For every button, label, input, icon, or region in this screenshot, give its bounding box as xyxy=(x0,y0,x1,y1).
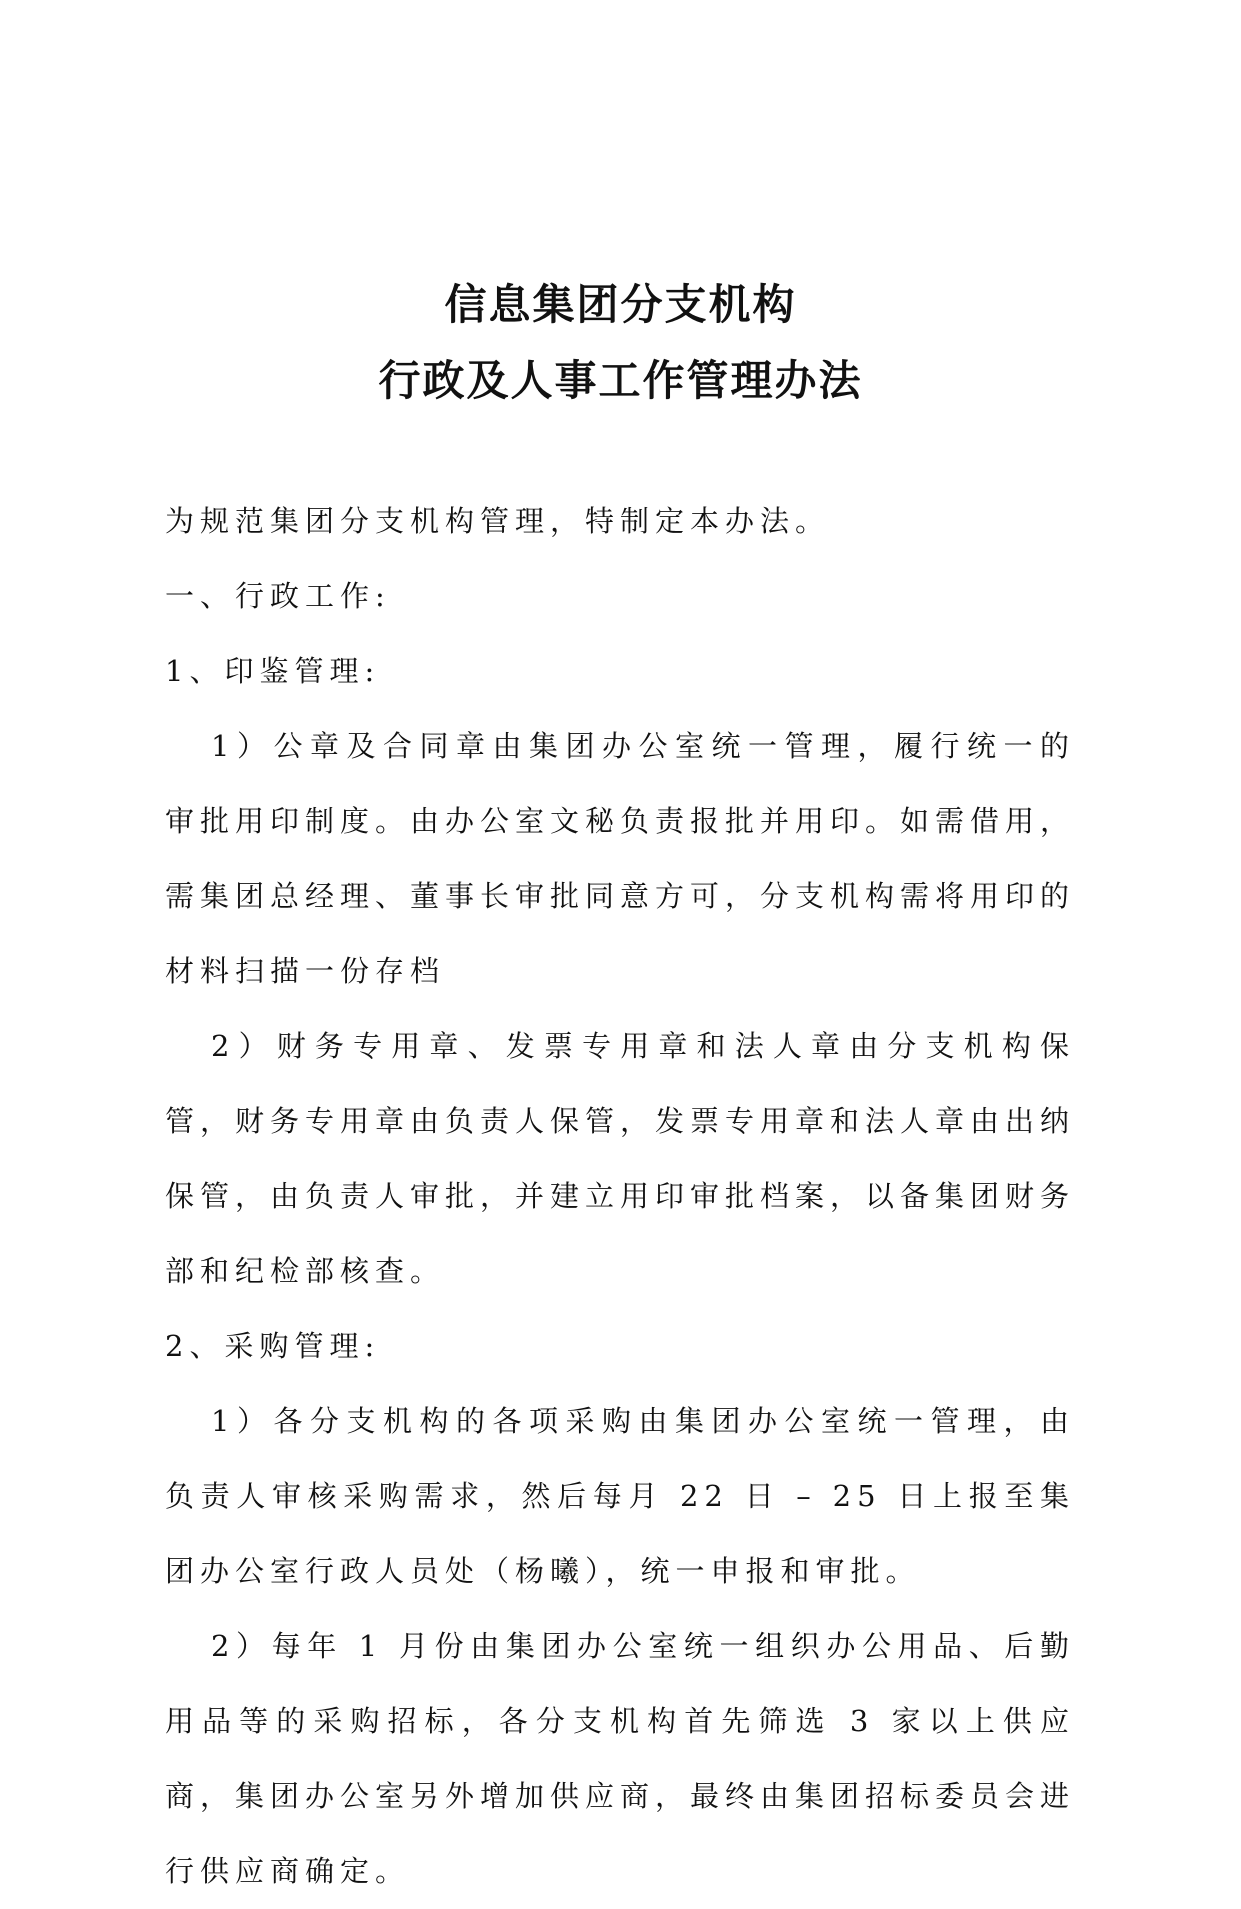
procurement-clause-1: 1）各分支机构的各项采购由集团办公室统一管理，由负责人审核采购需求，然后每月 22 日 – 25 日上报至集团办公室行政人员处（杨曦），统一申报和审批。 xyxy=(165,1404,1075,1588)
procurement-clause-2: 2）每年 1 月份由集团办公室统一组织办公用品、后勤用品等的采购招标，各分支机构首先筛选 3 家以上供应商，集团办公室另外增加供应商，最终由集团招标委员会进行供应商确定。 xyxy=(165,1629,1076,1888)
seal-clause-2: 2）财务专用章、发票专用章和法人章由分支机构保管，财务专用章由负责人保管，发票专用章和法人章由出纳保管，由负责人审批，并建立用印审批档案，以备集团财务部和纪检部核查。 xyxy=(165,1029,1076,1288)
subsection-heading-procurement: 2、采购管理: xyxy=(165,1329,381,1363)
seal-clause-1: 1）公章及合同章由集团办公室统一管理，履行统一的审批用印制度。由办公室文秘负责报批并用印。如需借用，需集团总经理、董事长审批同意方可，分支机构需将用印的材料扫描一份存档 xyxy=(165,729,1076,988)
document-title xyxy=(0,282,1241,404)
subsection-heading-seal: 1、印鉴管理: xyxy=(165,654,381,688)
title-line-2: 行政及人事工作管理办法 xyxy=(378,356,863,405)
intro-paragraph: 为规范集团分支机构管理，特制定本办法。 xyxy=(165,504,831,538)
document-body xyxy=(165,484,1075,1909)
title-line-1: 信息集团分支机构 xyxy=(444,280,797,329)
section-heading-admin: 一、行政工作: xyxy=(165,579,391,613)
